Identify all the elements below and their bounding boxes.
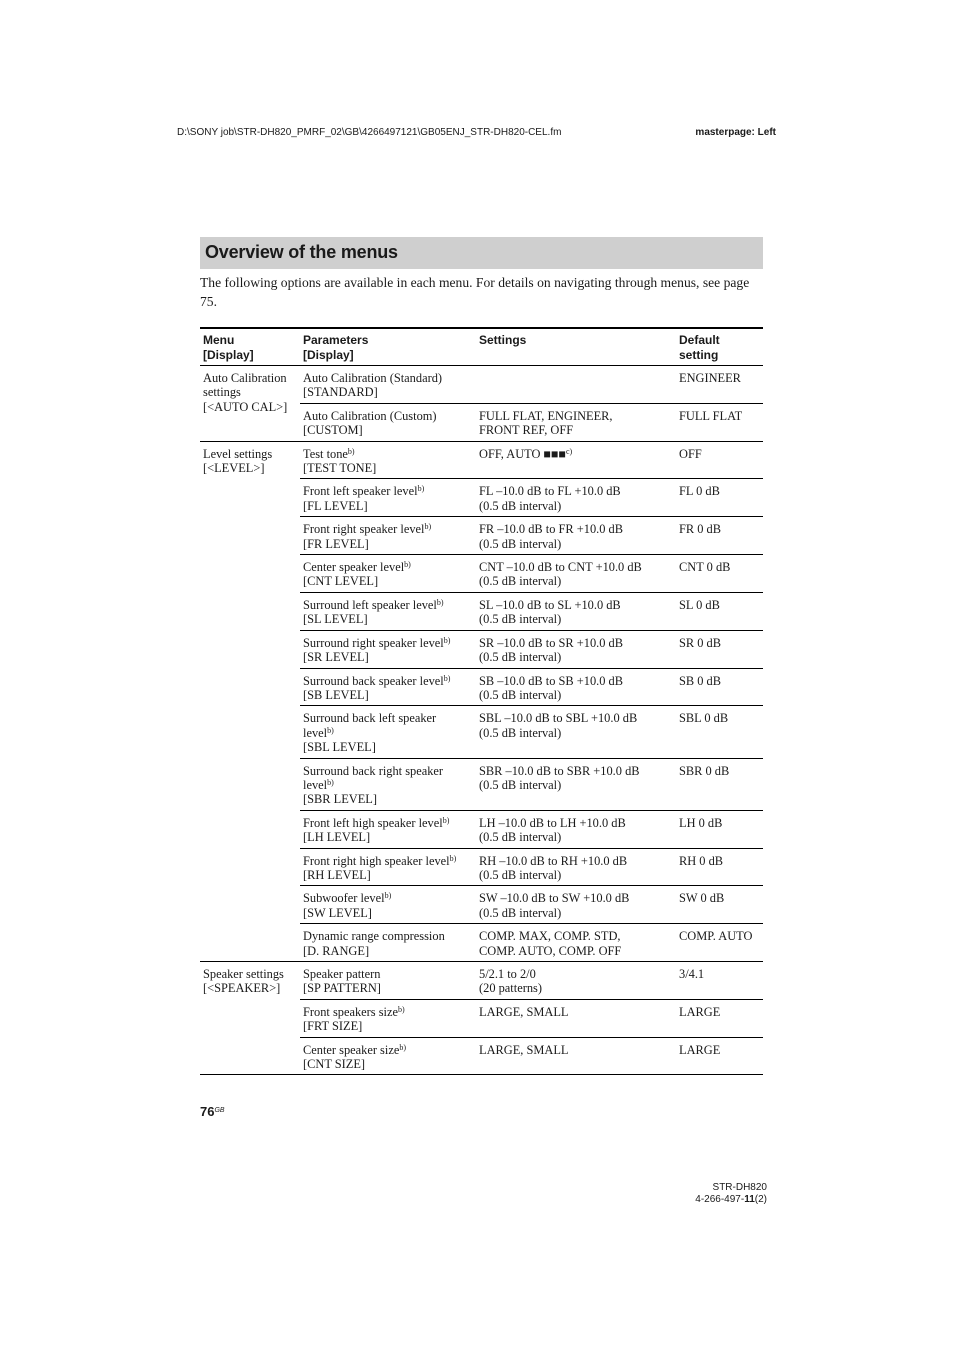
intro-paragraph: The following options are available in each menu. For details on navigating through menus, see page 75. (200, 275, 750, 309)
parameter-cell: Surround back left speaker level$^{b)}$ [SBL LEVEL] (300, 706, 476, 758)
header-default: Default setting (676, 328, 763, 366)
parameter-cell: Front right speaker level$^{b)}$ [FR LEVEL] (300, 517, 476, 555)
settings-cell: OFF, AUTO ■■■$^{c)}$ (476, 441, 676, 479)
parameter-cell: Dynamic range compression [D. RANGE] (300, 924, 476, 962)
page-number: $76^{GB}$ (200, 1104, 225, 1119)
parameter-cell: Front right high speaker level$^{b)}$ [RH LEVEL] (300, 848, 476, 886)
header-masterpage: masterpage: Left (695, 127, 776, 138)
header-menu: Menu [Display] (200, 328, 300, 366)
settings-cell: LARGE, SMALL (476, 999, 676, 1037)
parameter-cell: Surround back speaker level$^{b)}$ [SB LEVEL] (300, 668, 476, 706)
default-cell: SR 0 dB (676, 630, 763, 668)
footer-model-info (695, 1182, 767, 1206)
header-parameters: Parameters [Display] (300, 328, 476, 366)
parameter-cell: Auto Calibration (Standard) [STANDARD] (300, 366, 476, 404)
parameter-cell: Front left speaker level$^{b)}$ [FL LEVEL] (300, 479, 476, 517)
default-cell: SB 0 dB (676, 668, 763, 706)
default-cell: FULL FLAT (676, 403, 763, 441)
settings-cell: SL –10.0 dB to SL +10.0 dB (0.5 dB interval) (476, 592, 676, 630)
settings-cell: CNT –10.0 dB to CNT +10.0 dB (0.5 dB interval) (476, 555, 676, 593)
footer-code: 4-266-497-11(2) (695, 1194, 767, 1205)
settings-cell: SW –10.0 dB to SW +10.0 dB (0.5 dB interval) (476, 886, 676, 924)
parameter-cell: Subwoofer level$^{b)}$ [SW LEVEL] (300, 886, 476, 924)
default-cell: SL 0 dB (676, 592, 763, 630)
default-cell: LARGE (676, 1037, 763, 1075)
default-cell: RH 0 dB (676, 848, 763, 886)
parameter-cell: Surround back right speaker level$^{b)}$ [SBR LEVEL] (300, 758, 476, 810)
parameter-cell: Front left high speaker level$^{b)}$ [LH LEVEL] (300, 810, 476, 848)
section-title: Overview of the menus (205, 242, 398, 262)
menu-overview-table (200, 327, 763, 1075)
default-cell: SW 0 dB (676, 886, 763, 924)
default-cell: SBL 0 dB (676, 706, 763, 758)
parameter-cell: Speaker pattern [SP PATTERN] (300, 962, 476, 1000)
settings-cell: LH –10.0 dB to LH +10.0 dB (0.5 dB interval) (476, 810, 676, 848)
parameter-cell: Surround left speaker level$^{b)}$ [SL LEVEL] (300, 592, 476, 630)
table-row (200, 962, 763, 1000)
settings-cell: SBL –10.0 dB to SBL +10.0 dB (0.5 dB interval) (476, 706, 676, 758)
settings-cell: SBR –10.0 dB to SBR +10.0 dB (0.5 dB interval) (476, 758, 676, 810)
settings-cell: 5/2.1 to 2/0 (20 patterns) (476, 962, 676, 1000)
default-cell: CNT 0 dB (676, 555, 763, 593)
default-cell: 3/4.1 (676, 962, 763, 1000)
footer-model: STR-DH820 (712, 1182, 767, 1193)
parameter-cell: Test tone$^{b)}$ [TEST TONE] (300, 441, 476, 479)
settings-cell: FL –10.0 dB to FL +10.0 dB (0.5 dB interval) (476, 479, 676, 517)
table-body (200, 366, 763, 1075)
settings-cell: LARGE, SMALL (476, 1037, 676, 1075)
parameter-cell: Auto Calibration (Custom) [CUSTOM] (300, 403, 476, 441)
menu-cell: Auto Calibration settings [<AUTO CAL>] (200, 366, 300, 442)
table-row (200, 366, 763, 404)
section-title-bar (200, 237, 763, 269)
header-settings: Settings (476, 328, 676, 366)
menu-cell: Level settings [<LEVEL>] (200, 441, 300, 961)
settings-cell: RH –10.0 dB to RH +10.0 dB (0.5 dB interval) (476, 848, 676, 886)
parameter-cell: Front speakers size$^{b)}$ [FRT SIZE] (300, 999, 476, 1037)
default-cell: OFF (676, 441, 763, 479)
default-cell: SBR 0 dB (676, 758, 763, 810)
menu-cell: Speaker settings [<SPEAKER>] (200, 962, 300, 1075)
parameter-cell: Surround right speaker level$^{b)}$ [SR LEVEL] (300, 630, 476, 668)
settings-cell: SR –10.0 dB to SR +10.0 dB (0.5 dB interval) (476, 630, 676, 668)
table-header-row (200, 328, 763, 366)
header-file-path: D:\SONY job\STR-DH820_PMRF_02\GB\4266497121\GB05ENJ_STR-DH820-CEL.fm (177, 127, 562, 138)
default-cell: ENGINEER (676, 366, 763, 404)
settings-cell: SB –10.0 dB to SB +10.0 dB (0.5 dB interval) (476, 668, 676, 706)
parameter-cell: Center speaker level$^{b)}$ [CNT LEVEL] (300, 555, 476, 593)
settings-cell: FR –10.0 dB to FR +10.0 dB (0.5 dB interval) (476, 517, 676, 555)
settings-cell: COMP. MAX, COMP. STD, COMP. AUTO, COMP. OFF (476, 924, 676, 962)
default-cell: FL 0 dB (676, 479, 763, 517)
settings-cell (476, 366, 676, 404)
default-cell: FR 0 dB (676, 517, 763, 555)
parameter-cell: Center speaker size$^{b)}$ [CNT SIZE] (300, 1037, 476, 1075)
table-row (200, 441, 763, 479)
settings-cell: FULL FLAT, ENGINEER, FRONT REF, OFF (476, 403, 676, 441)
page-number-suffix: GB (214, 1107, 225, 1114)
default-cell: LH 0 dB (676, 810, 763, 848)
default-cell: COMP. AUTO (676, 924, 763, 962)
default-cell: LARGE (676, 999, 763, 1037)
